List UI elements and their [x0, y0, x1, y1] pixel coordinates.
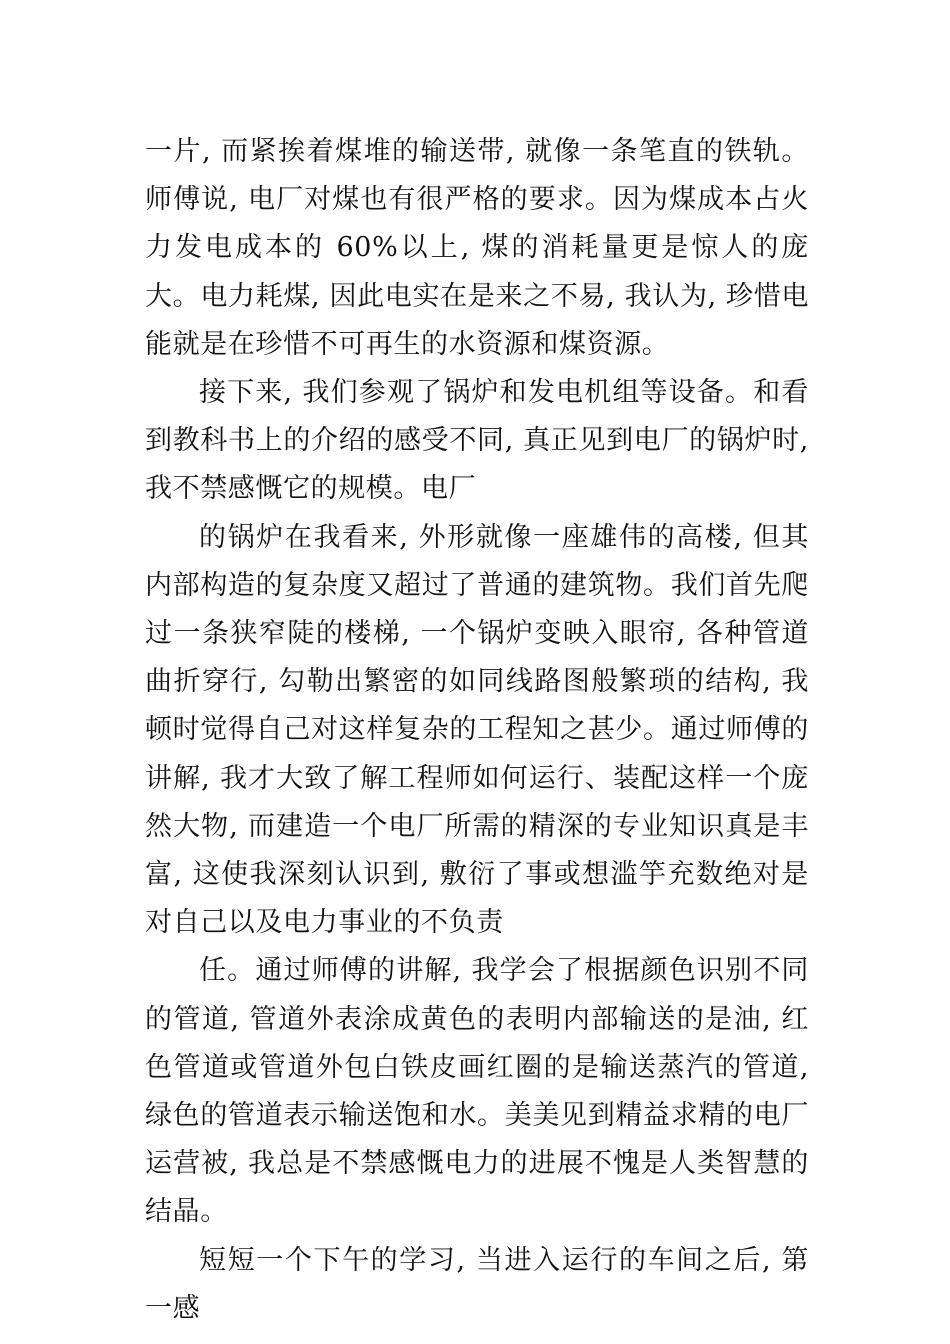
paragraph-boiler-structure: 的锅炉在我看来, 外形就像一座雄伟的高楼, 但其内部构造的复杂度又超过了普通的建筑物。我们首先爬过一条狭窄陡的楼梯, 一个锅炉变映入眼帘, 各种管道曲折穿行, 勾勒出繁密的如同线路图般繁琐的结构, 我顿时觉得自己对这样复杂的工程知之甚少。通过师傅的讲解, 我才大致了解工程师如何运行、装配这样一个庞然大物, 而建造一个电厂所需的精深的专业知识真是丰富, 这使我深刻认识到, 敷衍了事或想滥竽充数绝对是对自己以及电力事业的不负责: [145, 521, 809, 939]
document-page: [145, 128, 809, 1333]
paragraph-workshop: 短短一个下午的学习, 当进入运行的车间之后, 第一感: [145, 1244, 809, 1324]
paragraph-coal-requirements: 一片, 而紧挨着煤堆的输送带, 就像一条笔直的铁轨。师傅说, 电厂对煤也有很严格的要求。因为煤成本占火力发电成本的 60%以上, 煤的消耗量更是惊人的庞大。电力耗煤, 因此电实在是来之不易, 我认为, 珍惜电能就是在珍惜不可再生的水资源和煤资源。: [145, 136, 809, 360]
paragraph-boiler-visit: 接下来, 我们参观了锅炉和发电机组等设备。和看到教科书上的介绍的感受不同, 真正见到电厂的锅炉时, 我不禁感慨它的规模。电厂: [145, 377, 809, 505]
paragraph-pipe-colors: 任。通过师傅的讲解, 我学会了根据颜色识别不同的管道, 管道外表涂成黄色的表明内部输送的是油, 红色管道或管道外包白铁皮画红圈的是输送蒸汽的管道, 绿色的管道表示输送饱和水。美美见到精益求精的电厂运营被, 我总是不禁感慨电力的进展不愧是人类智慧的结晶。: [145, 955, 809, 1228]
